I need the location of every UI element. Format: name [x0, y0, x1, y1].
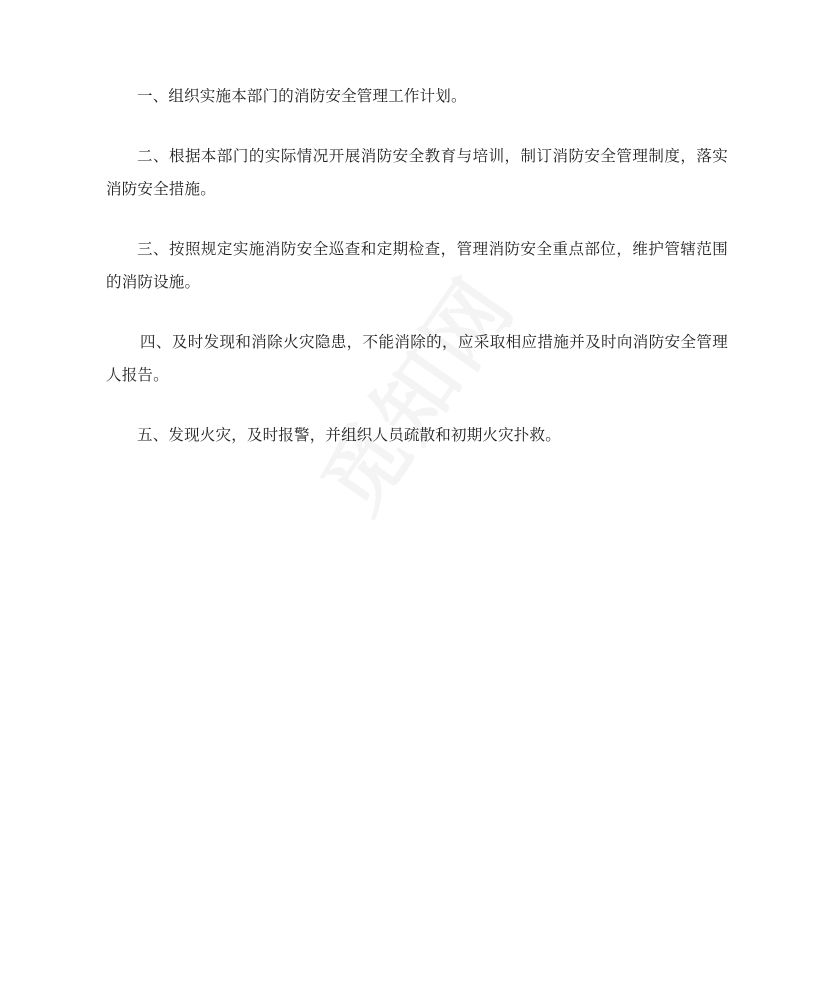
paragraph-1: 一、组织实施本部门的消防安全管理工作计划。 — [137, 87, 467, 105]
document-body — [106, 80, 728, 479]
paragraph-2: 二、根据本部门的实际情况开展消防安全教育与培训，制订消防安全管理制度，落实消防安全措施。 — [106, 147, 728, 198]
paragraph-4: 四、及时发现和消除火灾隐患，不能消除的，应采取相应措施并及时向消防安全管理人报告。 — [106, 333, 728, 384]
paragraph-3: 三、按照规定实施消防安全巡查和定期检查，管理消防安全重点部位，维护管辖范围的消防设施。 — [106, 240, 728, 291]
paragraph-5: 五、发现火灾，及时报警，并组织人员疏散和初期火灾扑救。 — [137, 426, 561, 444]
